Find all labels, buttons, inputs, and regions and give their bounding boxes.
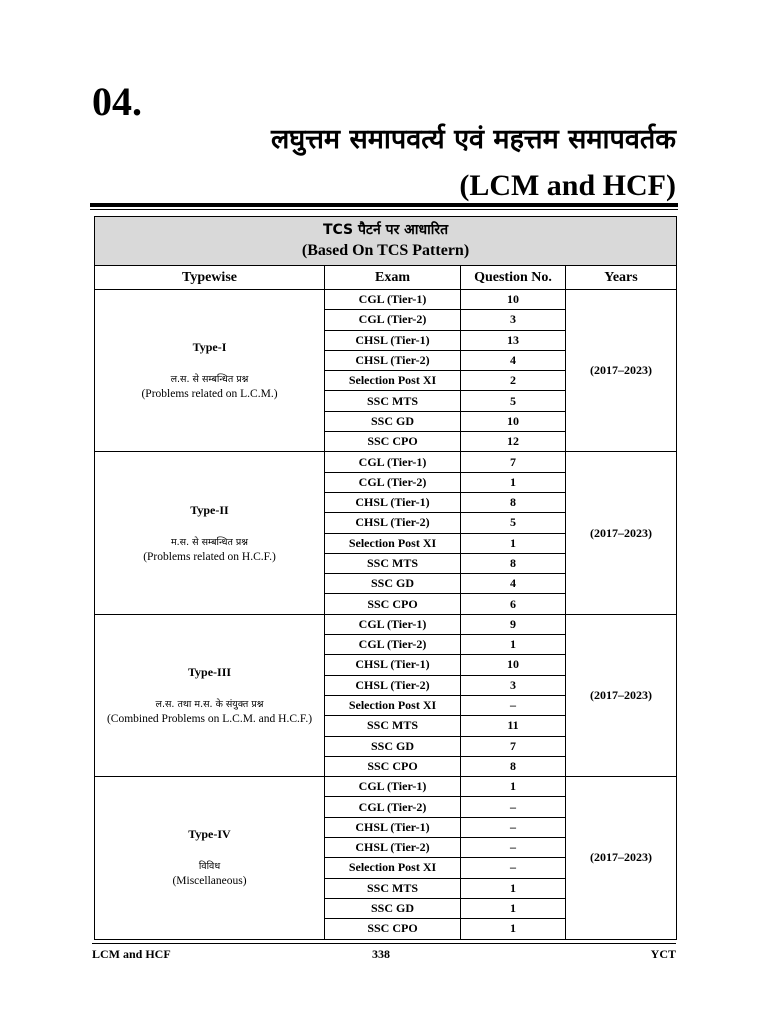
exam-cell: CGL (Tier-1) xyxy=(325,452,461,472)
footer-divider xyxy=(92,943,676,944)
question-count-cell: 1 xyxy=(461,635,566,655)
question-count-cell: 7 xyxy=(461,452,566,472)
question-count-cell: 1 xyxy=(461,533,566,553)
exam-cell: CGL (Tier-2) xyxy=(325,472,461,492)
question-count-cell: 1 xyxy=(461,878,566,898)
question-count-cell: 4 xyxy=(461,574,566,594)
question-count-cell: 1 xyxy=(461,919,566,939)
column-header-exam: Exam xyxy=(325,266,461,290)
years-cell: (2017–2023) xyxy=(566,777,677,939)
type-name: Type-IV xyxy=(188,827,231,842)
table-row xyxy=(95,290,677,310)
type-cell xyxy=(95,452,325,614)
footer-book-title: LCM and HCF xyxy=(92,947,171,961)
exam-cell: CGL (Tier-1) xyxy=(325,290,461,310)
exam-cell: SSC CPO xyxy=(325,594,461,614)
exam-cell: Selection Post XI xyxy=(325,371,461,391)
table-row xyxy=(95,452,677,472)
exam-cell: CGL (Tier-1) xyxy=(325,614,461,634)
tcs-pattern-table xyxy=(94,216,677,940)
question-count-cell: – xyxy=(461,858,566,878)
type-cell xyxy=(95,290,325,452)
exam-cell: SSC MTS xyxy=(325,716,461,736)
type-description-hindi: म.स. से सम्बन्धित प्रश्न xyxy=(170,536,249,548)
table-row xyxy=(95,614,677,634)
question-count-cell: 5 xyxy=(461,513,566,533)
footer-page-number: 338 xyxy=(372,947,390,961)
type-description-english: (Miscellaneous) xyxy=(172,875,247,888)
exam-cell: Selection Post XI xyxy=(325,858,461,878)
years-cell: (2017–2023) xyxy=(566,452,677,614)
question-count-cell: 10 xyxy=(461,655,566,675)
exam-cell: CHSL (Tier-1) xyxy=(325,817,461,837)
exam-cell: SSC MTS xyxy=(325,391,461,411)
question-count-cell: 1 xyxy=(461,777,566,797)
exam-cell: CHSL (Tier-2) xyxy=(325,513,461,533)
question-count-cell: 5 xyxy=(461,391,566,411)
type-name: Type-III xyxy=(187,664,232,679)
exam-cell: SSC MTS xyxy=(325,553,461,573)
question-count-cell: 8 xyxy=(461,553,566,573)
exam-cell: CGL (Tier-2) xyxy=(325,635,461,655)
type-description-hindi: विविध xyxy=(198,861,221,873)
exam-cell: SSC GD xyxy=(325,411,461,431)
question-count-cell: 11 xyxy=(461,716,566,736)
question-count-cell: 9 xyxy=(461,614,566,634)
table-body xyxy=(95,290,677,940)
question-count-cell: 3 xyxy=(461,310,566,330)
exam-cell: CHSL (Tier-1) xyxy=(325,492,461,512)
column-header-typewise: Typewise xyxy=(95,266,325,290)
type-name: Type-I xyxy=(192,340,227,355)
chapter-number: 04. xyxy=(92,79,142,124)
exam-cell: SSC GD xyxy=(325,574,461,594)
exam-cell: Selection Post XI xyxy=(325,533,461,553)
years-cell: (2017–2023) xyxy=(566,614,677,776)
type-name: Type-II xyxy=(190,502,229,517)
exam-cell: SSC CPO xyxy=(325,756,461,776)
question-count-cell: 1 xyxy=(461,898,566,918)
question-count-cell: 4 xyxy=(461,350,566,370)
question-count-cell: 6 xyxy=(461,594,566,614)
question-count-cell: 12 xyxy=(461,432,566,452)
question-count-cell: 13 xyxy=(461,330,566,350)
question-count-cell: – xyxy=(461,695,566,715)
exam-cell: SSC GD xyxy=(325,898,461,918)
exam-cell: CGL (Tier-1) xyxy=(325,777,461,797)
type-cell xyxy=(95,777,325,939)
exam-cell: SSC CPO xyxy=(325,919,461,939)
exam-cell: Selection Post XI xyxy=(325,695,461,715)
table-heading-english: (Based On TCS Pattern) xyxy=(301,242,470,259)
exam-cell: CHSL (Tier-2) xyxy=(325,675,461,695)
question-count-cell: 7 xyxy=(461,736,566,756)
question-count-cell: 8 xyxy=(461,756,566,776)
question-count-cell: 1 xyxy=(461,472,566,492)
exam-cell: SSC GD xyxy=(325,736,461,756)
exam-cell: CHSL (Tier-1) xyxy=(325,330,461,350)
exam-cell: SSC MTS xyxy=(325,878,461,898)
exam-cell: CHSL (Tier-1) xyxy=(325,655,461,675)
title-divider-thick xyxy=(90,203,678,207)
footer-publisher: YCT xyxy=(650,947,676,961)
type-description-english: (Combined Problems on L.C.M. and H.C.F.) xyxy=(106,712,313,725)
chapter-title-english: (LCM and HCF) xyxy=(459,169,676,202)
question-count-cell: 10 xyxy=(461,411,566,431)
type-description-hindi: ल.स. तथा म.स. के संयुक्त प्रश्न xyxy=(155,698,264,710)
question-count-cell: 10 xyxy=(461,290,566,310)
exam-cell: CHSL (Tier-2) xyxy=(325,350,461,370)
question-count-cell: – xyxy=(461,838,566,858)
type-description-english: (Problems related on L.C.M.) xyxy=(141,388,278,401)
exam-cell: SSC CPO xyxy=(325,432,461,452)
table-heading-hindi: TCS पैटर्न पर आधारित xyxy=(322,222,449,238)
exam-cell: CHSL (Tier-2) xyxy=(325,838,461,858)
column-header-question-no: Question No. xyxy=(461,266,566,290)
exam-cell: CGL (Tier-2) xyxy=(325,797,461,817)
question-count-cell: 2 xyxy=(461,371,566,391)
type-description-english: (Problems related on H.C.F.) xyxy=(143,550,276,563)
exam-cell: CGL (Tier-2) xyxy=(325,310,461,330)
question-count-cell: 8 xyxy=(461,492,566,512)
type-description-hindi: ल.स. से सम्बन्धित प्रश्न xyxy=(170,374,249,386)
question-count-cell: – xyxy=(461,797,566,817)
chapter-title-hindi: लघुत्तम समापवर्त्य एवं महत्तम समापवर्तक xyxy=(271,124,676,155)
table-heading xyxy=(95,217,677,266)
title-divider-thin xyxy=(90,209,678,210)
column-header-years: Years xyxy=(566,266,677,290)
years-cell: (2017–2023) xyxy=(566,290,677,452)
question-count-cell: – xyxy=(461,817,566,837)
table-row xyxy=(95,777,677,797)
question-count-cell: 3 xyxy=(461,675,566,695)
type-cell xyxy=(95,614,325,776)
